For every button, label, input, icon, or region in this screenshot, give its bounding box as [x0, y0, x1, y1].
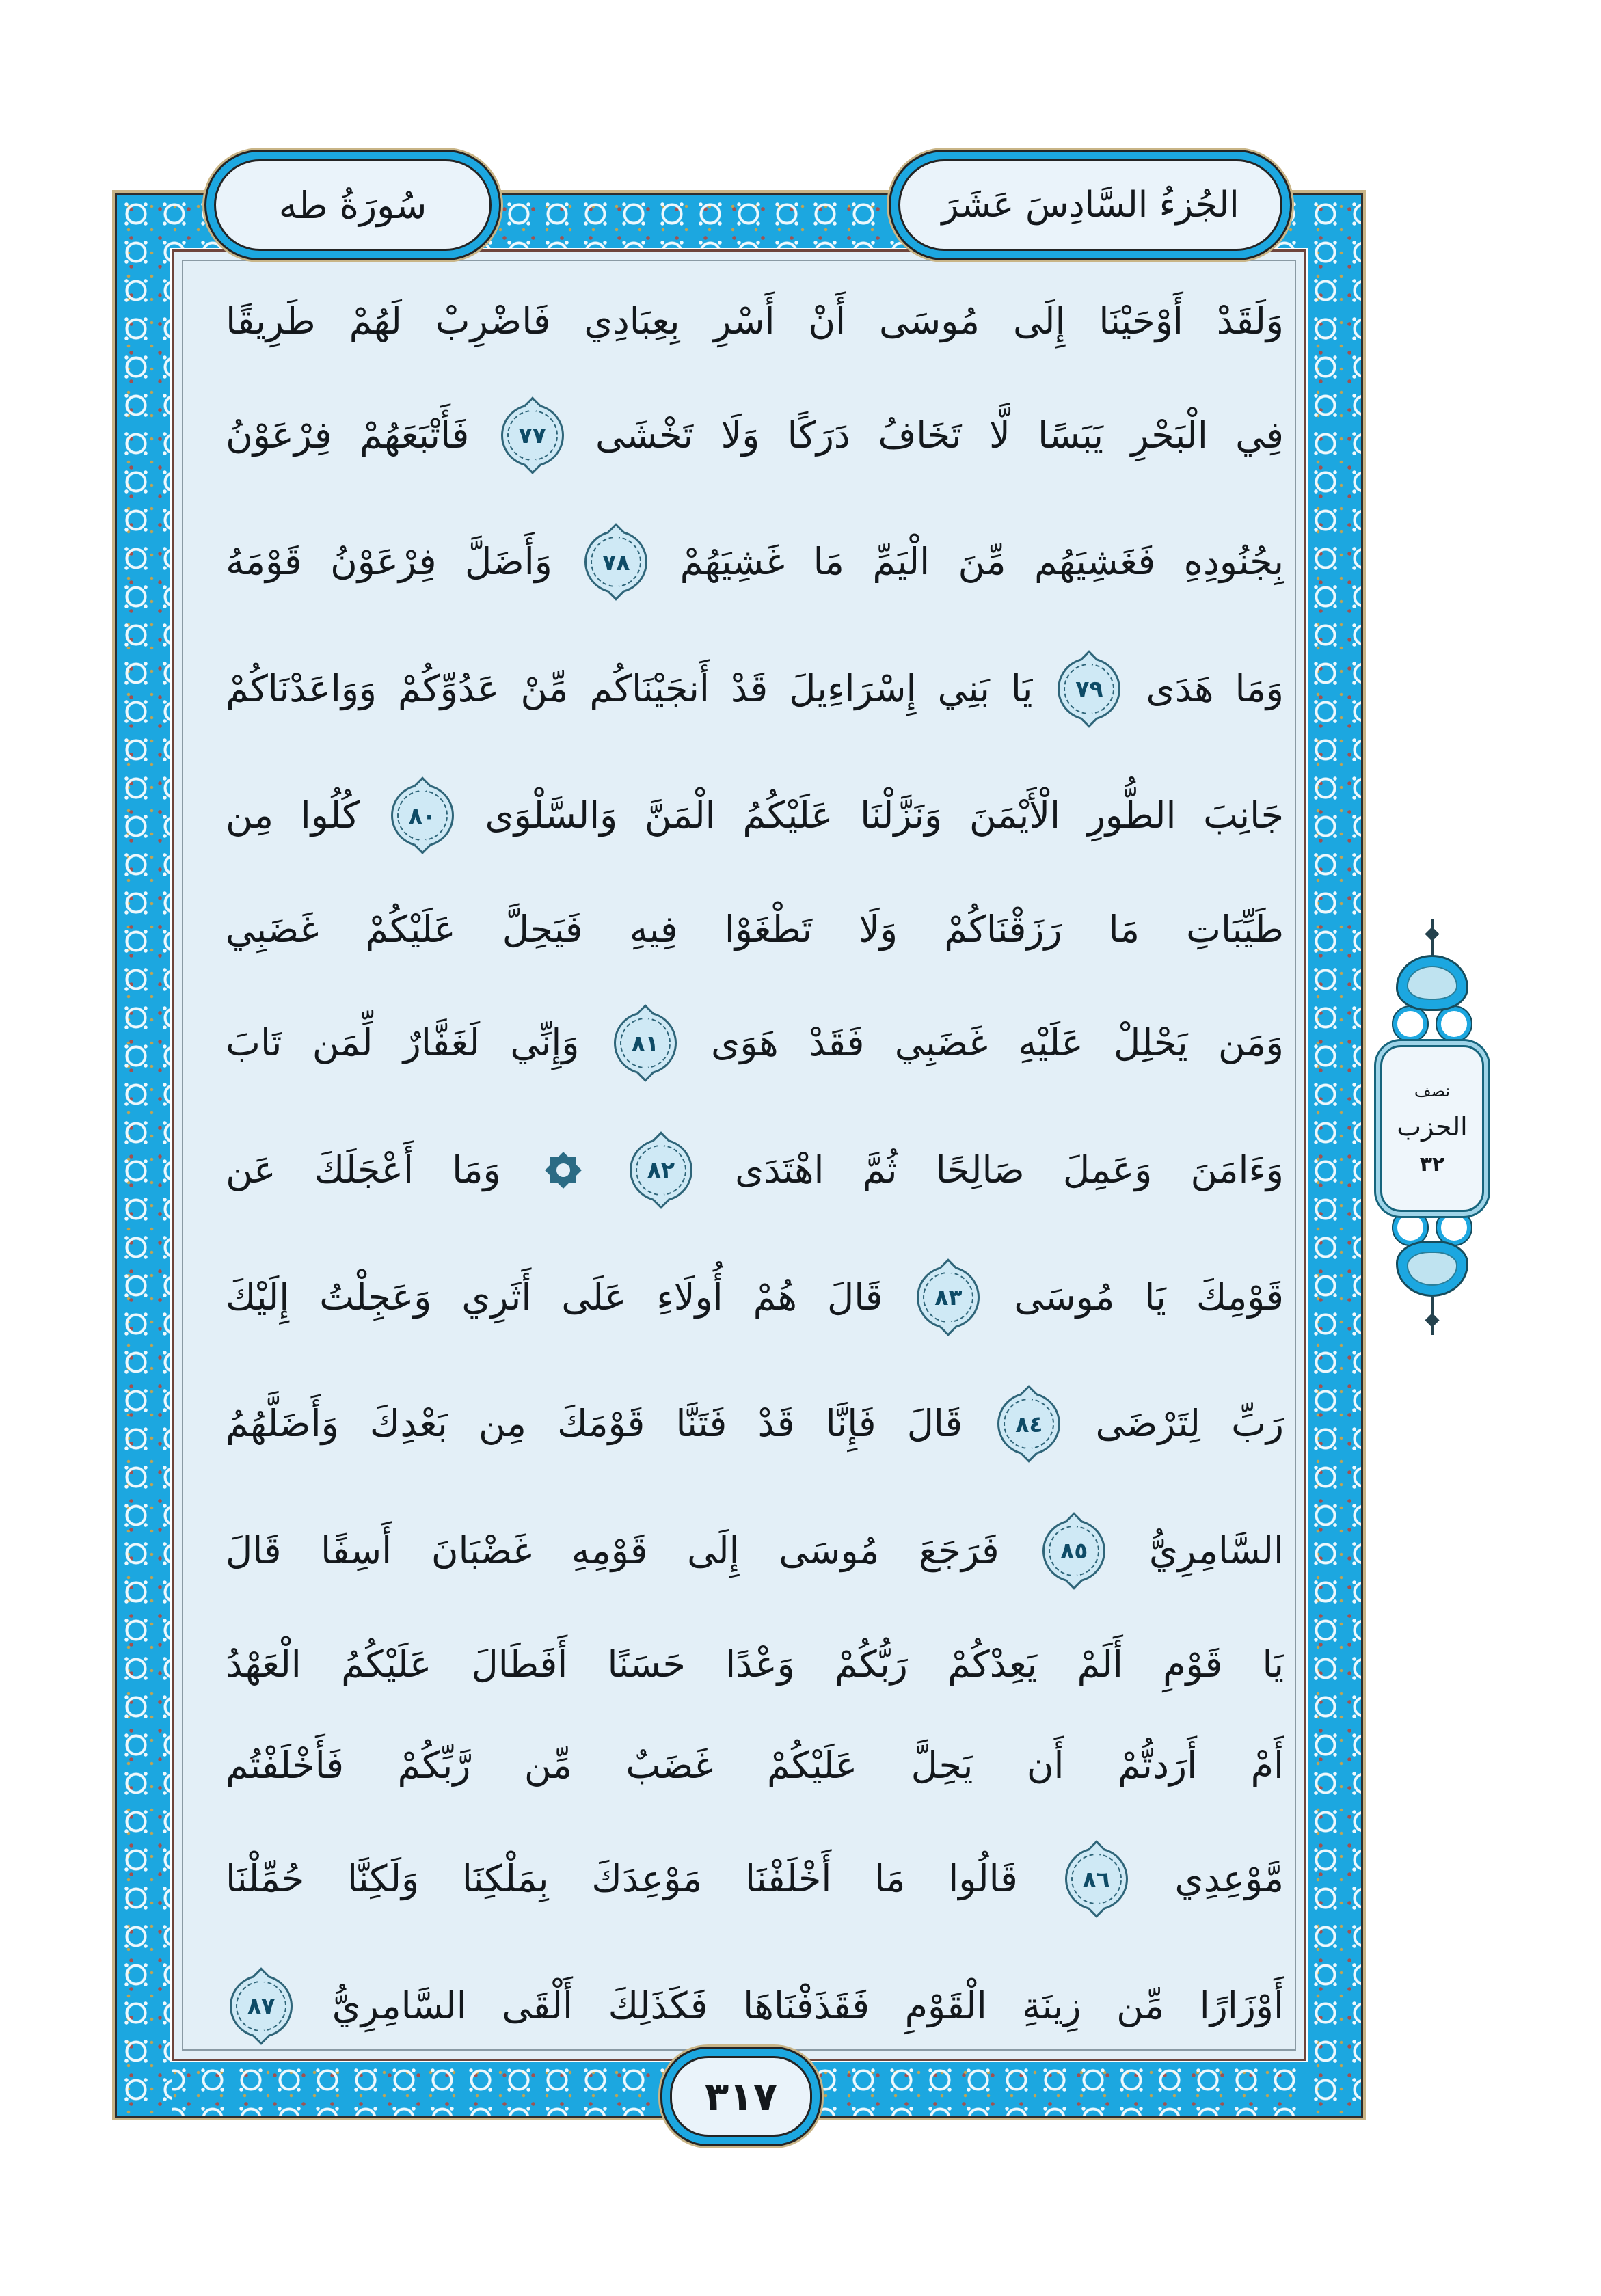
word: فَغَشِيَهُم — [1034, 540, 1156, 584]
ayah-number: ٨١ — [631, 1029, 659, 1057]
word: مِّن — [1116, 1984, 1165, 2027]
ayah-number: ٧٨ — [602, 548, 630, 576]
surah-title-cartouche — [214, 159, 492, 251]
quran-line-13 — [226, 1743, 1284, 1787]
hizb-marker-ornament — [1369, 919, 1495, 1394]
word: وَمَن — [1217, 1021, 1284, 1065]
word: وَالسَّلْوَى — [485, 794, 618, 837]
word: تَابَ — [226, 1021, 282, 1065]
word: الْأَيْمَنَ — [969, 794, 1061, 837]
word: جَانِبَ — [1203, 794, 1284, 837]
quran-line-12 — [226, 1643, 1284, 1686]
ayah-end-medallion — [391, 784, 454, 847]
word: فَكَذَلِكَ — [608, 1984, 708, 2027]
word: فَإِنَّا — [825, 1402, 876, 1446]
hizb-number: ٣٢ — [1419, 1152, 1445, 1176]
word: وَوَاعَدْنَاكُمْ — [226, 666, 377, 710]
hizb-medallion — [1380, 1045, 1484, 1212]
word: قَوْمَكَ — [557, 1402, 645, 1446]
word: الْمَنَّ — [644, 794, 716, 837]
word: هُمْ — [753, 1275, 797, 1319]
word: مُوسَى — [779, 1528, 880, 1572]
ayah-end-medallion — [1065, 1848, 1128, 1910]
arabesque-border-left — [117, 195, 172, 2116]
word: وَعَجِلْتُ — [319, 1275, 432, 1319]
word: السَّامِرِيُّ — [1148, 1528, 1284, 1572]
word: يَا — [1262, 1643, 1284, 1686]
word: بِعِبَادِي — [584, 299, 680, 342]
word: فَأَخْلَفْتُم — [226, 1743, 345, 1787]
word: يَعِدْكُمْ — [947, 1643, 1038, 1686]
ayah-number: ٧٩ — [1075, 675, 1103, 703]
word: وَنَزَّلْنَا — [860, 794, 943, 837]
word: وَلَا — [859, 907, 898, 951]
word: بَعْدِكَ — [369, 1402, 448, 1446]
ayah-end-medallion — [917, 1266, 980, 1329]
word: أَوْزَارًا — [1199, 1984, 1284, 2027]
word: مِن — [478, 1402, 526, 1446]
word: فِرْعَوْنُ — [330, 540, 437, 584]
word: قَالَ — [826, 1275, 883, 1319]
word: عَلَيْكُمُ — [341, 1643, 432, 1686]
ayah-number: ٨٢ — [647, 1157, 675, 1184]
word: زِينَةِ — [1022, 1984, 1081, 2027]
page-number: ٣١٧ — [704, 2073, 778, 2120]
ayah-end-medallion — [630, 1139, 692, 1202]
word: أَعْجَلَكَ — [314, 1148, 414, 1191]
word: دَرَكًا — [787, 413, 850, 457]
word: إِلَى — [687, 1528, 740, 1572]
word: وَعَمِلَ — [1062, 1148, 1153, 1191]
word: فَقَدْ — [808, 1021, 865, 1065]
juz-title: الجُزءُ السَّادِسَ عَشَرَ — [941, 185, 1239, 226]
word: فَقَذَفْنَاهَا — [743, 1984, 870, 2027]
word: مَا — [813, 540, 844, 584]
quran-line-3 — [226, 530, 1284, 593]
ayah-end-medallion — [1042, 1520, 1105, 1582]
word: لَغَفَّارٌ — [403, 1021, 481, 1065]
ayah-number: ٨٥ — [1060, 1537, 1088, 1565]
word: أَمْ — [1250, 1743, 1284, 1787]
word: أَنْ — [808, 299, 846, 342]
word: تَخَافُ — [878, 413, 962, 457]
rub-el-hizb-icon — [545, 1152, 582, 1189]
word: حَسَنًا — [607, 1643, 686, 1686]
word: غَضْبَانَ — [431, 1528, 533, 1572]
word: لِّمَن — [312, 1021, 373, 1065]
word: عَدُوِّكُمْ — [398, 666, 500, 710]
word: عَلَى — [561, 1275, 627, 1319]
word: رَبِّ — [1231, 1402, 1284, 1446]
word: مَّوْعِدِي — [1174, 1857, 1284, 1901]
ayah-end-medallion — [997, 1392, 1060, 1455]
word: قَالُوا — [948, 1857, 1018, 1901]
ayah-end-medallion — [230, 1975, 293, 2038]
word: مُوسَى — [1014, 1275, 1115, 1319]
word: ثُمَّ — [862, 1148, 898, 1191]
word: حُمِّلْنَا — [226, 1857, 305, 1901]
word: قَوْمِكَ — [1196, 1275, 1284, 1319]
word: فِي — [1235, 413, 1284, 457]
word: كُلُوا — [300, 794, 360, 837]
word: فَيَحِلَّ — [502, 907, 583, 951]
word: قَدْ — [730, 666, 768, 710]
word: مِّنْ — [520, 666, 569, 710]
word: هَدَى — [1146, 666, 1214, 710]
ayah-number: ٨٦ — [1082, 1865, 1110, 1893]
word: قَالَ — [226, 1528, 282, 1572]
word: قَالَ — [906, 1402, 963, 1446]
word: أُولَاءِ — [656, 1275, 723, 1319]
word: أَسِفًا — [321, 1528, 392, 1572]
word: أَفَطَالَ — [471, 1643, 568, 1686]
word: لِتَرْضَى — [1095, 1402, 1200, 1446]
hizb-label: الحزب — [1397, 1111, 1468, 1142]
ayah-number: ٨٧ — [247, 1993, 275, 2020]
quran-line-11 — [226, 1520, 1284, 1582]
quran-line-4 — [226, 658, 1284, 720]
word: قَوْمِهِ — [571, 1528, 648, 1572]
word: رَزَقْنَاكُمْ — [944, 907, 1062, 951]
word: طَيِّبَاتِ — [1186, 907, 1284, 951]
word: تَطْغَوْا — [724, 907, 813, 951]
word: عَن — [226, 1148, 276, 1191]
word: غَضَبِي — [226, 907, 319, 951]
finial-stem-icon — [1431, 1297, 1434, 1335]
word: مَا — [1108, 907, 1140, 951]
ayah-number: ٨٣ — [934, 1284, 963, 1310]
quran-line-15 — [226, 1975, 1284, 2038]
word: رَبُّكُمْ — [835, 1643, 908, 1686]
word: فَرَجَعَ — [918, 1528, 999, 1572]
quran-line-14 — [226, 1848, 1284, 1910]
word: عَلَيْكُمُ — [742, 794, 833, 837]
word: فِرْعَوْنُ — [226, 413, 332, 457]
word: أَخْلَفْنَا — [745, 1857, 832, 1901]
quran-line-5 — [226, 784, 1284, 847]
word: الْبَحْرِ — [1131, 413, 1208, 457]
word: بِمَلْكِنَا — [461, 1857, 549, 1901]
word: فَاضْرِبْ — [435, 299, 551, 342]
word: يَا — [1010, 666, 1033, 710]
ayah-number: ٨٤ — [1015, 1410, 1043, 1437]
quran-line-8 — [226, 1139, 1284, 1202]
word: بِجُنُودِهِ — [1183, 540, 1284, 584]
word: قَوْمِ — [1163, 1643, 1223, 1686]
word: أَن — [1026, 1743, 1064, 1787]
ayah-end-medallion — [1058, 658, 1120, 720]
verse-lines — [226, 299, 1284, 2038]
quran-line-9 — [226, 1266, 1284, 1329]
word: أَسْرِ — [713, 299, 775, 342]
arabesque-border-right — [1306, 195, 1361, 2116]
page-number-cartouche — [670, 2056, 812, 2137]
word: صَالِحًا — [935, 1148, 1025, 1191]
word: وَلَقَدْ — [1216, 299, 1284, 342]
word: أَلْقَى — [502, 1984, 574, 2027]
word: طَرِيقًا — [226, 299, 316, 342]
word: يَا — [1144, 1275, 1166, 1319]
word: فَتَنَّا — [675, 1402, 727, 1446]
ayah-end-medallion — [584, 530, 647, 593]
word: تَخْشَى — [595, 413, 694, 457]
word: فَأَتْبَعَهُمْ — [359, 413, 470, 457]
word: وَعْدًا — [725, 1643, 795, 1686]
quran-line-7 — [226, 1012, 1284, 1075]
word: أَثَرِي — [461, 1275, 532, 1319]
surah-title: سُورَةُ طه — [278, 183, 427, 227]
word: الْقَوْمِ — [904, 1984, 987, 2027]
word: إِسْرَاءِيلَ — [789, 666, 917, 710]
word: مَوْعِدَكَ — [591, 1857, 703, 1901]
word: رَّبِّكُمْ — [397, 1743, 471, 1787]
word: وَأَضَلَّ — [464, 540, 552, 584]
word: الْعَهْدُ — [226, 1643, 301, 1686]
word: وَمَا — [452, 1148, 501, 1191]
quran-line-2 — [226, 404, 1284, 467]
word: مِّن — [524, 1743, 572, 1787]
word: وَإِنِّي — [510, 1021, 580, 1065]
word: وَءَامَنَ — [1190, 1148, 1284, 1191]
word: إِلَى — [1013, 299, 1066, 342]
word: الْيَمِّ — [872, 540, 930, 584]
word: أَرَدتُّمْ — [1117, 1743, 1198, 1787]
finial-stem-icon — [1431, 919, 1434, 958]
quran-line-10 — [226, 1392, 1284, 1455]
word: فِيهِ — [629, 907, 678, 951]
word: لَهُمْ — [349, 299, 402, 342]
ayah-number: ٧٧ — [518, 422, 546, 449]
word: وَأَضَلَّهُمُ — [226, 1402, 339, 1446]
quran-line-1 — [226, 299, 1284, 342]
word: غَضَبِي — [894, 1021, 988, 1065]
word: هَوَى — [711, 1021, 779, 1065]
word: اهْتَدَى — [735, 1148, 824, 1191]
word: إِلَيْكَ — [226, 1275, 290, 1319]
word: يَحْلِلْ — [1113, 1021, 1188, 1065]
word: وَلَا — [721, 413, 760, 457]
quran-line-6 — [226, 907, 1284, 951]
word: عَلَيْهِ — [1018, 1021, 1084, 1065]
scroll-curls-icon — [1388, 1005, 1476, 1042]
word: مُوسَى — [879, 299, 980, 342]
word: أَنجَيْنَاكُم — [589, 666, 710, 710]
word: مِّنَ — [958, 540, 1006, 584]
ayah-end-medallion — [614, 1012, 677, 1075]
word: قَوْمَهُ — [226, 540, 302, 584]
word: غَشِيَهُمْ — [680, 540, 785, 584]
word: غَضَبٌ — [625, 1743, 714, 1787]
juz-title-cartouche — [898, 159, 1282, 251]
word: لَّا — [988, 413, 1010, 457]
word: مَا — [874, 1857, 906, 1901]
ayah-number: ٨٠ — [408, 802, 436, 829]
hizb-half-label: نصف — [1414, 1081, 1451, 1100]
word: يَبَسًا — [1038, 413, 1104, 457]
palmette-icon — [1396, 1241, 1468, 1297]
word: السَّامِرِيُّ — [332, 1984, 467, 2027]
word: عَلَيْكُمْ — [766, 1743, 858, 1787]
word: وَمَا — [1235, 666, 1284, 710]
word: أَوْحَيْنَا — [1099, 299, 1183, 342]
word: أَلَمْ — [1077, 1643, 1123, 1686]
word: قَدْ — [757, 1402, 795, 1446]
palmette-icon — [1396, 955, 1468, 1011]
word: مِن — [226, 794, 274, 837]
word: بَنِي — [937, 666, 990, 710]
ayah-end-medallion — [501, 404, 564, 467]
word: وَلَكِنَّا — [347, 1857, 420, 1901]
word: عَلَيْكُمْ — [365, 907, 456, 951]
word: يَحِلَّ — [911, 1743, 973, 1787]
word: الطُّورِ — [1087, 794, 1176, 837]
